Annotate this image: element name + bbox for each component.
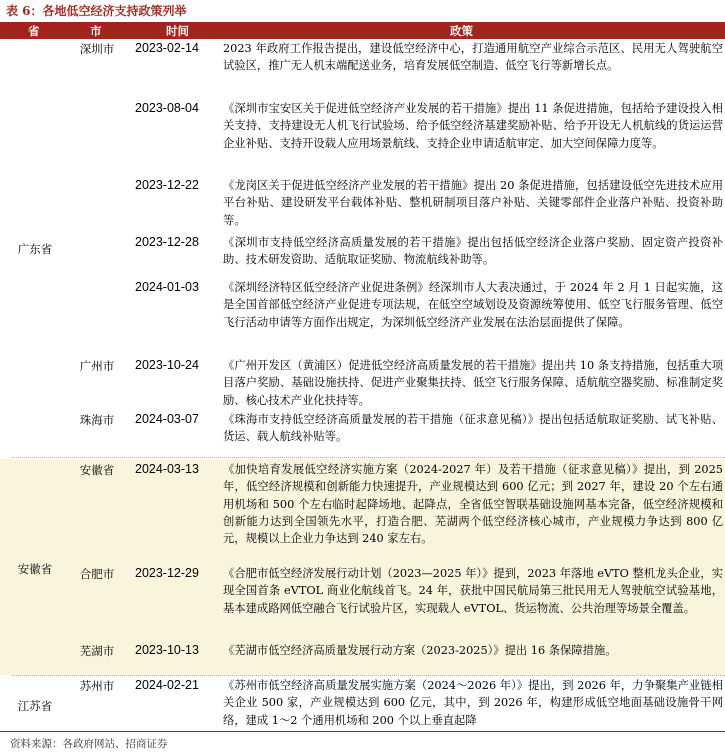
date-cell: 2024-01-03	[135, 280, 199, 294]
policy-cell: 《深圳市宝安区关于促进低空经济产业发展的若干措施》提出 11 条促进措施，包括给予建设投入相关支持、支持建设无人机飞行试验场、给予低空经济基建奖励补贴、给予开设无人机航线的货运运营企业补贴、支持开设载人应用场景航线、支持企业申请适航审定、加大空间保障力度等。	[223, 102, 723, 150]
province-label: 广东省	[17, 242, 53, 256]
city-cell: 芜湖市	[79, 644, 115, 658]
date-cell: 2023-08-04	[135, 101, 199, 115]
province-label: 安徽省	[17, 562, 53, 576]
date-cell: 2023-12-28	[135, 235, 199, 249]
policy-cell: 《苏州市低空经济高质量发展实施方案（2024～2026 年）》提出，到 2026 年，力争聚集产业链相关企业 500 家，产业规模达到 600 亿元，其中，到 2026 年，构建形成低空地面基础设施骨干网络，建成 1～2 个通用机场和 200 个以上垂直起降	[223, 679, 723, 727]
city-cell: 珠海市	[79, 413, 115, 427]
date-cell: 2023-12-29	[135, 566, 199, 580]
table-title: 表 6：各地低空经济支持政策列举	[6, 4, 187, 18]
footer-divider	[0, 731, 725, 732]
date-cell: 2024-03-07	[135, 412, 199, 426]
city-cell: 苏州市	[79, 679, 115, 693]
header-province: 省	[28, 24, 40, 38]
policy-cell: 《深圳经济特区低空经济产业促进条例》经深圳市人大表决通过，于 2024 年 2 月 1 日起实施，这是全国首部低空经济产业促进专项法规，在低空空域划设及资源统筹使用、低空飞行服务管理、低空飞行活动申请等方面作出规定，为深圳低空经济产业发展在法治层面提供了保障。	[223, 281, 723, 329]
date-cell: 2023-10-24	[135, 358, 199, 372]
header-time: 时间	[166, 24, 189, 38]
date-cell: 2024-03-13	[135, 462, 199, 476]
date-cell: 2023-02-14	[135, 41, 199, 55]
policy-cell: 《合肥市低空经济发展行动计划（2023—2025 年）》提到，2023 年落地 eVTO 整机龙头企业，实现全国首条 eVTOL 商业化航线首飞。24 年，获批中国民航局第三批民用无人驾驶航空试验基地，基本建成路网低空融合飞行试验片区，实现载人 eVTOL、货运物流、公共治理等场景全覆盖。	[223, 567, 723, 615]
header-policy: 政策	[450, 24, 473, 38]
policy-cell: 《加快培育发展低空经济实施方案（2024-2027 年）及若干措施（征求意见稿）》提出，到 2025 年，低空经济规模和创新能力快速提升，产业规模达到 600 亿元；到 2027 年，建设 20 个左右通用机场和 500 个左右临时起降场地、起降点，全省低空智联基础设施网基本完备，低空经济规模和创新能力达到全国领先水平，打造合肥、芜湖两个低空经济核心城市，产业规模力争达到 800 亿元，规模以上企业力争达到 240 家左右。	[223, 463, 723, 546]
city-cell: 广州市	[79, 359, 115, 373]
policy-cell: 2023 年政府工作报告提出，建设低空经济中心，打造通用航空产业综合示范区、民用无人驾驶航空试验区，推广无人机末端配送业务，培育发展低空制造、低空飞行等新增长点。	[223, 42, 723, 73]
date-cell: 2024-02-21	[135, 678, 199, 692]
policy-cell: 《广州开发区（黄浦区）促进低空经济高质量发展的若干措施》提出共 10 条支持措施，包括重大项目落户奖励、基础设施扶持、促进产业聚集扶持、低空飞行服务保障、适航航空器奖励、标准制定奖励、核心技术产业化扶持等。	[223, 359, 723, 407]
date-cell: 2023-10-13	[135, 643, 199, 657]
date-cell: 2023-12-22	[135, 178, 199, 192]
city-cell: 安徽省	[79, 463, 115, 477]
row-separator	[12, 457, 725, 459]
policy-cell: 《深圳市支持低空经济高质量发展的若干措施》提出包括低空经济企业落户奖励、固定资产投资补助、技术研发资助、适航取证奖励、物流航线补助等。	[223, 236, 723, 267]
policy-cell: 《芜湖市低空经济高质量发展行动方案（2023-2025）》提出 16 条保障措施。	[223, 644, 617, 657]
policy-cell: 《珠海市支持低空经济高质量发展的若干措施（征求意见稿）》提出包括适航取证奖励、试飞补贴、货运、载人航线补贴等。	[223, 413, 723, 444]
city-cell: 深圳市	[79, 42, 115, 56]
header-city: 市	[90, 24, 102, 38]
policy-cell: 《龙岗区关于促进低空经济产业发展的若干措施》提出 20 条促进措施，包括建设低空先进技术应用平台补贴、建设研发平台载体补贴、整机研制项目落户补贴、关键零部件企业落户补贴、投资补助等。	[223, 179, 723, 227]
province-label: 江苏省	[17, 699, 53, 713]
city-cell: 合肥市	[79, 567, 115, 581]
source-note: 资料来源：各政府网站、招商证券	[10, 738, 168, 750]
table-header	[0, 22, 725, 39]
